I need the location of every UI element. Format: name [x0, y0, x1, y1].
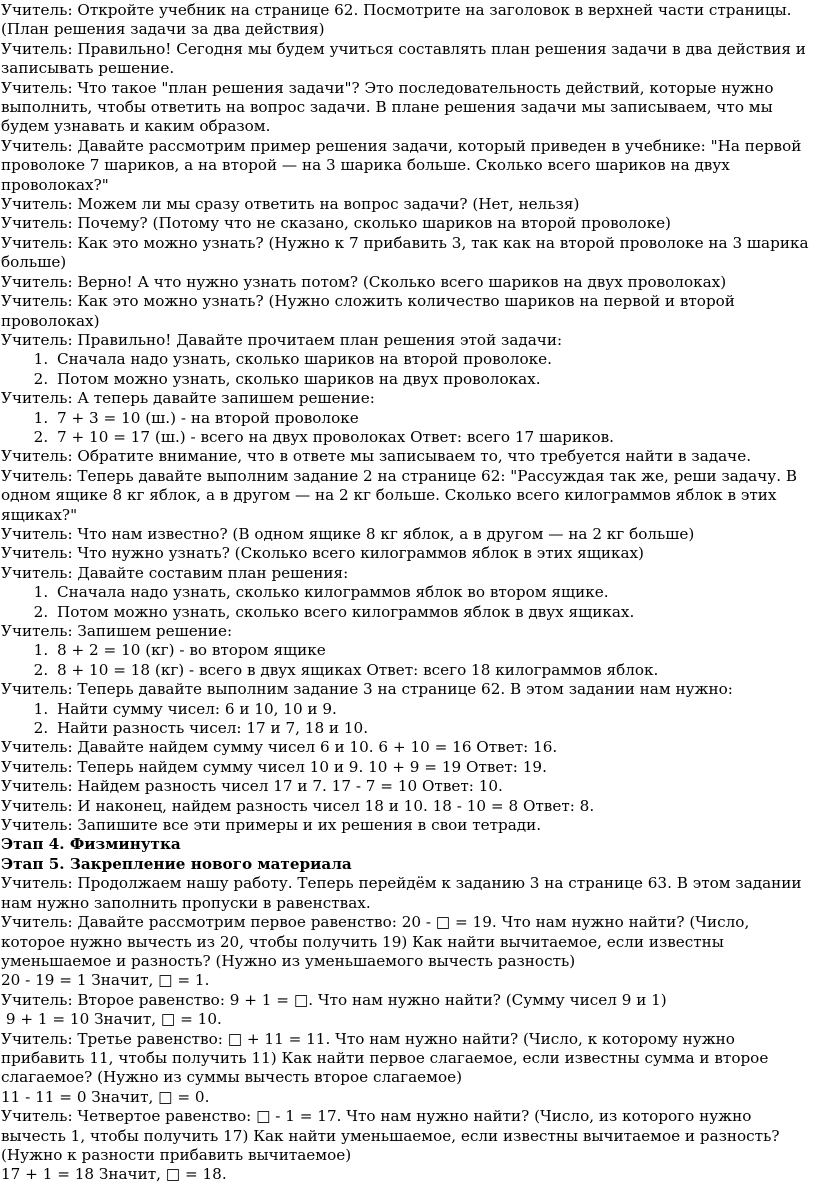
list-item: 1. Сначала надо узнать, сколько шариков на второй проволоке. [53, 350, 814, 369]
paragraph: Учитель: Теперь найдем сумму чисел 10 и 9. 10 + 9 = 19 Ответ: 19. [1, 757, 547, 776]
plan-list-1 [1, 350, 814, 389]
equation-line: 9 + 1 = 10 Значит, □ = 10. [1, 1010, 222, 1029]
list-item: 1. Сначала надо узнать, сколько килограммов яблок во втором ящике. [53, 583, 814, 602]
list-item: 1. 7 + 3 = 10 (ш.) - на второй проволоке [53, 409, 814, 428]
paragraph: Учитель: Как это можно узнать? (Нужно к 7 прибавить 3, так как на второй проволоке на 3 шарика больше) [1, 233, 809, 272]
list-item: 2. Найти разность чисел: 17 и 7, 18 и 10. [53, 719, 814, 738]
plan-list-2 [1, 583, 814, 622]
list-item: 1. 8 + 2 = 10 (кг) - во втором ящике [53, 641, 814, 660]
equation-line: 20 - 19 = 1 Значит, □ = 1. [1, 971, 210, 990]
paragraph: Учитель: Можем ли мы сразу ответить на вопрос задачи? (Нет, нельзя) [1, 195, 580, 214]
paragraph: Учитель: Давайте составим план решения: [1, 563, 349, 582]
paragraph: Учитель: Давайте рассмотрим первое равенство: 20 - □ = 19. Что нам нужно найти? (Число, которое нужно вычесть из 20, чтобы получить 19) Как найти вычитаемое, если известны уменьшаемое и разность? (Нужно из уменьшаемого вычесть разность) [1, 913, 750, 970]
list-item: 1. Найти сумму чисел: 6 и 10, 10 и 9. [53, 700, 814, 719]
solution-list-2 [1, 641, 814, 680]
paragraph: Учитель: Запишите все эти примеры и их решения в свои тетради. [1, 816, 542, 835]
paragraph: Учитель: Верно! А что нужно узнать потом? (Сколько всего шариков на двух проволоках) [1, 272, 727, 291]
equation-line: 11 - 11 = 0 Значит, □ = 0. [1, 1087, 210, 1106]
solution-list-1 [1, 409, 814, 448]
paragraph: Учитель: Третье равенство: □ + 11 = 11. Что нам нужно найти? (Число, к которому нужно прибавить 11, чтобы получить 11) Как найти первое слагаемое, если известны сумма и второе слагаемое? (Нужно из суммы вычесть второе слагаемое) [1, 1029, 769, 1087]
list-item: 2. 8 + 10 = 18 (кг) - всего в двух ящиках Ответ: всего 18 килограммов яблок. [53, 661, 814, 680]
paragraph: Учитель: Правильно! Сегодня мы будем учиться составлять план решения задачи в два действия и записывать решение. [1, 39, 806, 78]
paragraph: Учитель: Четвертое равенство: □ - 1 = 17. Что нам нужно найти? (Число, из которого нужно вычесть 1, чтобы получить 17) Как найти уменьшаемое, если известны вычитаемое и разность? (Нужно к разности прибавить вычитаемое) [1, 1107, 780, 1164]
task3-list [1, 700, 814, 739]
equation-line: 17 + 1 = 18 Значит, □ = 18. [1, 1165, 227, 1184]
paragraph: Учитель: Как это можно узнать? (Нужно сложить количество шариков на первой и второй проволоках) [1, 292, 735, 330]
list-item: 2. 7 + 10 = 17 (ш.) - всего на двух проволоках Ответ: всего 17 шариков. [53, 428, 814, 447]
paragraph: Учитель: Что такое "план решения задачи"? Это последовательность действий, которые нужно выполнить, чтобы ответить на вопрос задачи. В плане решения задачи мы записываем, что мы будем узнавать и каким образом. [1, 78, 774, 136]
paragraph: Учитель: Запишем решение: [1, 622, 233, 640]
list-item: 2. Потом можно узнать, сколько всего килограммов яблок в двух ящиках. [53, 603, 814, 622]
paragraph: Учитель: Откройте учебник на странице 62. Посмотрите на заголовок в верхней части страницы. (План решения задачи за два действия) [1, 1, 792, 39]
paragraph: Учитель: Почему? (Потому что не сказано, сколько шариков на второй проволоке) [1, 214, 671, 233]
list-item: 2. Потом можно узнать, сколько шариков на двух проволоках. [53, 370, 814, 389]
paragraph: Учитель: И наконец, найдем разность чисел 18 и 10. 18 - 10 = 8 Ответ: 8. [1, 796, 595, 815]
paragraph: Учитель: Правильно! Давайте прочитаем план решения этой задачи: [1, 330, 563, 349]
stage-heading-4: Этап 4. Физминутка [1, 835, 181, 854]
paragraph: Учитель: Найдем разность чисел 17 и 7. 17 - 7 = 10 Ответ: 10. [1, 777, 503, 796]
paragraph: Учитель: Второе равенство: 9 + 1 = □. Что нам нужно найти? (Сумму чисел 9 и 1) [1, 990, 667, 1009]
paragraph: Учитель: А теперь давайте запишем решение: [1, 389, 375, 408]
paragraph: Учитель: Продолжаем нашу работу. Теперь перейдём к заданию 3 на странице 63. В этом задании нам нужно заполнить пропуски в равенствах. [1, 874, 802, 912]
paragraph: Учитель: Теперь давайте выполним задание 3 на странице 62. В этом задании нам нужно: [1, 680, 733, 699]
paragraph: Учитель: Что нам известно? (В одном ящике 8 кг яблок, а в другом — на 2 кг больше) [1, 524, 695, 543]
paragraph: Учитель: Давайте найдем сумму чисел 6 и 10. 6 + 10 = 16 Ответ: 16. [1, 738, 558, 757]
stage-heading-5: Этап 5. Закрепление нового материала [1, 854, 352, 873]
paragraph: Учитель: Что нужно узнать? (Сколько всего килограммов яблок в этих ящиках) [1, 544, 644, 563]
paragraph: Учитель: Обратите внимание, что в ответе мы записываем то, что требуется найти в задаче. [1, 447, 752, 466]
paragraph: Учитель: Теперь давайте выполним задание 2 на странице 62: "Рассуждая так же, реши задачу. В одном ящике 8 кг яблок, а в другом — на 2 кг больше. Сколько всего килограммов яблок в этих ящиках?" [1, 466, 798, 524]
paragraph: Учитель: Давайте рассмотрим пример решения задачи, который приведен в учебнике: "На первой проволоке 7 шариков, а на второй — на 3 шарика больше. Сколько всего шариков на двух проволоках?" [1, 136, 802, 194]
